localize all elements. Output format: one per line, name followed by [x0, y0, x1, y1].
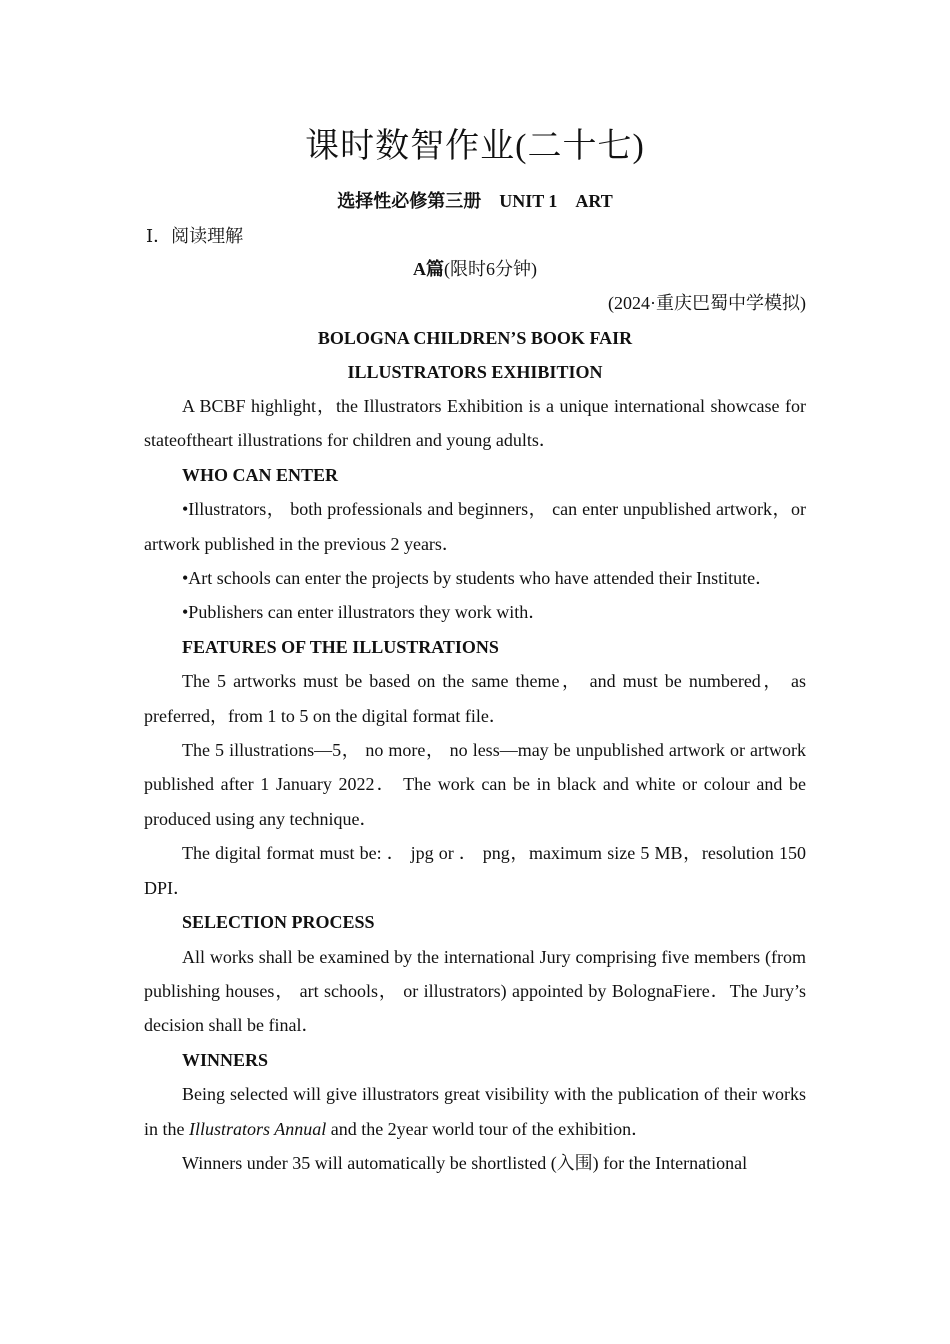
- who-item: •Illustrators， both professionals and beginners， can enter unpublished artwork，or artwork published in the previous 2 years．: [144, 499, 806, 554]
- intro-paragraph: A BCBF highlight，the Illustrators Exhibition is a unique international showcase for stateoftheart illustrations for children and young adults．: [144, 396, 806, 451]
- article-heading-main: BOLOGNA CHILDREN’S BOOK FAIR: [317, 328, 633, 348]
- features-heading: FEATURES OF THE ILLUSTRATIONS: [182, 636, 499, 657]
- winners-paragraph: [144, 1077, 806, 1146]
- winners-text-start: Being selected will give illustrators great visibility with the publication of their works in the: [144, 1084, 806, 1139]
- passage-label-time: (限时6分钟): [444, 259, 537, 279]
- page-title: 课时数智作业(二十七): [305, 128, 645, 165]
- who-can-enter-heading: WHO CAN ENTER: [182, 464, 339, 485]
- winners-heading: WINNERS: [182, 1049, 269, 1070]
- page-subtitle: 选择性必修第三册 UNIT 1 ART: [337, 191, 613, 211]
- passage-label-bold: A篇: [413, 259, 444, 279]
- features-paragraph: The 5 artworks must be based on the same theme， and must be numbered， as preferred，from 1 to 5 on the digital format file．: [144, 671, 806, 726]
- selection-heading: SELECTION PROCESS: [182, 912, 375, 933]
- selection-paragraph: All works shall be examined by the international Jury comprising five members (from publishing houses， art schools， or illustrators) appointed by BolognaFiere．The Jury’s decision shall be final．: [144, 946, 806, 1036]
- article-heading-sub: ILLUSTRATORS EXHIBITION: [347, 362, 603, 382]
- section-label: Ⅰ．阅读理解: [146, 226, 244, 246]
- who-item: •Publishers can enter illustrators they work with．: [182, 602, 547, 623]
- who-item: •Art schools can enter the projects by students who have attended their Institute．: [182, 568, 774, 589]
- last-paragraph: Winners under 35 will automatically be shortlisted (入围) for the International: [182, 1152, 748, 1173]
- features-paragraph: The 5 illustrations—5， no more， no less—may be unpublished artwork or artwork published after 1 January 2022． The work can be in black and white or colour and be produced using any technique．: [144, 740, 806, 829]
- illustrators-annual-title: Illustrators Annual: [189, 1118, 327, 1139]
- passage-label: [0, 255, 950, 283]
- passage-source: (2024·重庆巴蜀中学模拟): [608, 293, 806, 313]
- winners-text-end: and the 2year world tour of the exhibition．: [326, 1118, 650, 1139]
- features-paragraph: The digital format must be: ． jpg or ． png，maximum size 5 MB，resolution 150 DPI．: [144, 843, 806, 898]
- article-body: [144, 389, 806, 1180]
